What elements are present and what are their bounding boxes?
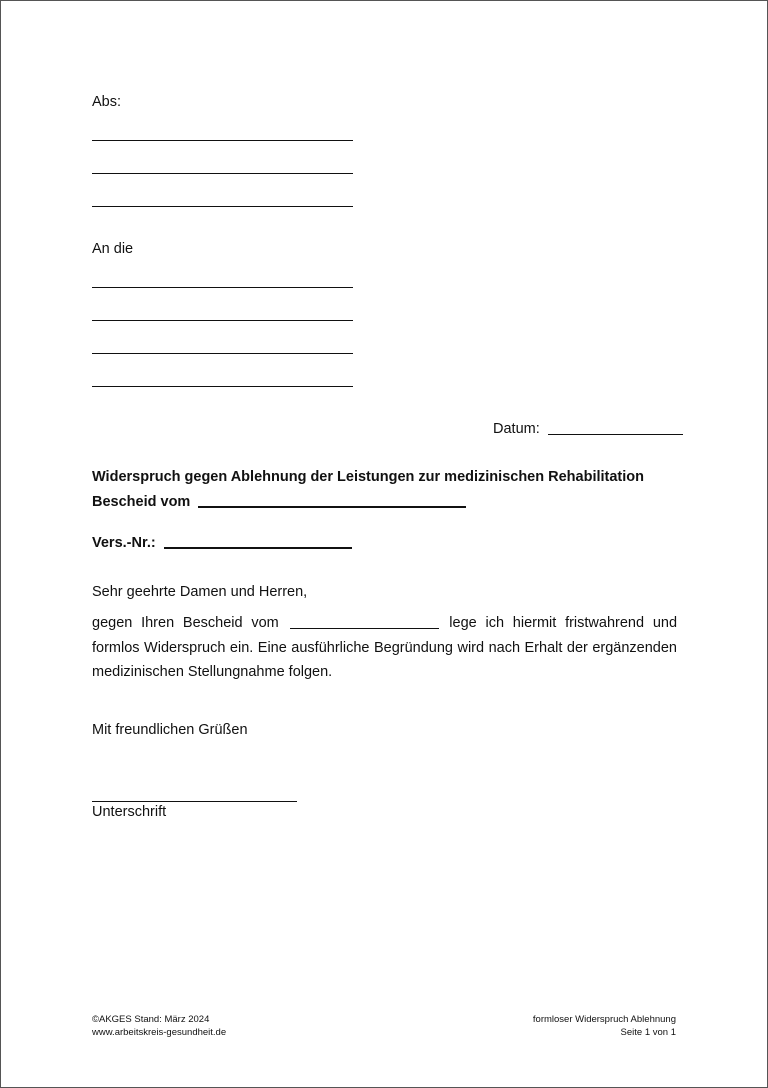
date-blank xyxy=(548,434,683,435)
decision-date-field xyxy=(92,493,466,511)
sender-line-3 xyxy=(92,206,353,207)
signature-label: Unterschrift xyxy=(92,804,167,820)
signature-line xyxy=(92,801,297,802)
recipient-line-4 xyxy=(92,386,353,387)
footer-left xyxy=(92,1013,226,1039)
insurance-number-blank xyxy=(164,547,352,549)
subject-line: Widerspruch gegen Ablehnung der Leistungen zur medizinischen Rehabilitation xyxy=(92,469,644,485)
footer-copyright: ©AKGES Stand: März 2024 xyxy=(92,1014,210,1025)
decision-date-label: Bescheid vom xyxy=(92,494,191,510)
letter-decision-date-blank xyxy=(290,628,439,629)
insurance-number-field xyxy=(92,534,352,552)
recipient-label: An die xyxy=(92,241,134,257)
letter-body xyxy=(92,611,677,685)
salutation: Sehr geehrte Damen und Herren, xyxy=(92,584,308,600)
recipient-line-3 xyxy=(92,353,353,354)
decision-date-blank xyxy=(198,506,466,508)
footer-right xyxy=(533,1013,676,1039)
letter-body-rest: lege ich hiermit fristwahrend und formlos Widerspruch ein. Eine ausführliche Begründung wird nach Erhalt der ergänzenden medizinischen Stellungnahme folgen. xyxy=(92,615,678,680)
insurance-number-label: Vers.-Nr.: xyxy=(92,535,156,551)
footer-document-title: formloser Widerspruch Ablehnung xyxy=(532,1014,676,1025)
footer-page-number: Seite 1 von 1 xyxy=(620,1027,676,1038)
closing: Mit freundlichen Grüßen xyxy=(92,722,248,738)
letter-body-start: gegen Ihren Bescheid vom xyxy=(92,615,279,631)
sender-line-2 xyxy=(92,173,353,174)
sender-line-1 xyxy=(92,140,353,141)
recipient-line-2 xyxy=(92,320,353,321)
date-label: Datum: xyxy=(493,421,540,437)
sender-label: Abs: xyxy=(92,94,122,110)
footer-website: www.arbeitskreis-gesundheit.de xyxy=(92,1027,227,1038)
date-field xyxy=(493,420,683,438)
recipient-line-1 xyxy=(92,287,353,288)
